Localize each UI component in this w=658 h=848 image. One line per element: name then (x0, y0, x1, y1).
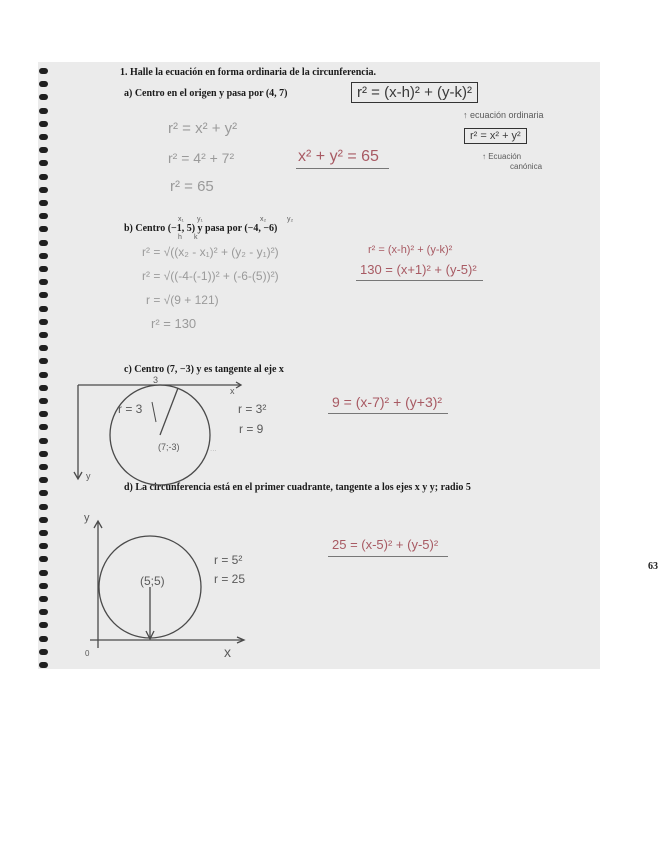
part-d-axis-y-label: y (84, 512, 90, 524)
general-formula-box: r² = (x-h)² + (y-k)² (351, 82, 478, 103)
part-b-answer: 130 = (x+1)² + (y-5)² (356, 262, 483, 281)
part-c-axis-y-label: y (86, 471, 91, 481)
canonical-formula-box: r² = x² + y² (464, 128, 527, 144)
part-d-center-label: (5;5) (140, 574, 165, 588)
part-a-work-line2: r² = 4² + 7² (168, 150, 235, 166)
part-a-prompt: a) Centro en el origen y pasa por (4, 7) (124, 88, 288, 99)
part-c-answer: 9 = (x-7)² + (y+3)² (328, 394, 448, 414)
part-c-work-line1: r = 3² (238, 402, 267, 416)
worksheet-page (38, 62, 600, 669)
label-h: h (178, 234, 182, 241)
part-d-work-line2: r = 25 (214, 572, 246, 586)
part-c-radius-line (160, 388, 178, 435)
part-d-work-line1: r = 5² (214, 553, 243, 567)
part-c-center-label: (7;-3) (158, 442, 180, 452)
label-k: k (194, 234, 198, 241)
part-c-radius-mark (152, 402, 156, 422)
problem-title: 1. Halle la ecuación en forma ordinaria de la circunferencia. (120, 67, 376, 78)
page-number: 63 (648, 561, 658, 572)
part-b-work-line4: r² = 130 (151, 316, 197, 331)
part-b-work-line3: r = √(9 + 121) (146, 293, 219, 307)
part-c-tick-top: 3 (153, 375, 159, 385)
part-c-radius-label: r = 3 (118, 402, 143, 416)
part-c-work-line2: r = 9 (239, 422, 264, 436)
label-x2: x₂ (260, 216, 267, 223)
part-c-axis-x-label: x (230, 386, 235, 396)
part-b-work-line1: r² = √((x₂ - x₁)² + (y₂ - y₁)²) (142, 245, 279, 259)
part-b-formula: r² = (x-h)² + (y-k)² (368, 244, 453, 256)
part-a-work-line1: r² = x² + y² (168, 120, 238, 137)
canonical-note-line1: ↑ Ecuación (482, 152, 522, 161)
part-c-faint-marks: ... (210, 444, 217, 453)
canonical-note-line2: canónica (510, 162, 543, 171)
part-c-prompt: c) Centro (7, −3) y es tangente al eje x (124, 364, 284, 375)
hand-drawn-figures (38, 62, 600, 669)
label-x1: x₁ (178, 216, 184, 223)
part-d-axis-x-label: x (224, 644, 231, 660)
general-formula-note: ↑ ecuación ordinaria (463, 110, 544, 120)
part-b-work-line2: r² = √((-4-(-1))² + (-6-(5))²) (142, 269, 279, 283)
part-d-prompt: d) La circunferencia está en el primer cuadrante, tangente a los ejes x y y; radio 5 (124, 482, 471, 493)
label-y1: y₁ (197, 216, 203, 223)
part-d-origin-label: 0 (85, 649, 90, 658)
part-d-answer: 25 = (x-5)² + (y-5)² (328, 537, 448, 557)
part-b-prompt: b) Centro (−1, 5) y pasa por (−4, −6) (124, 223, 278, 234)
part-a-answer: x² + y² = 65 (296, 148, 389, 169)
part-a-work-line3: r² = 65 (170, 178, 214, 195)
label-y2: y₂ (287, 216, 294, 223)
